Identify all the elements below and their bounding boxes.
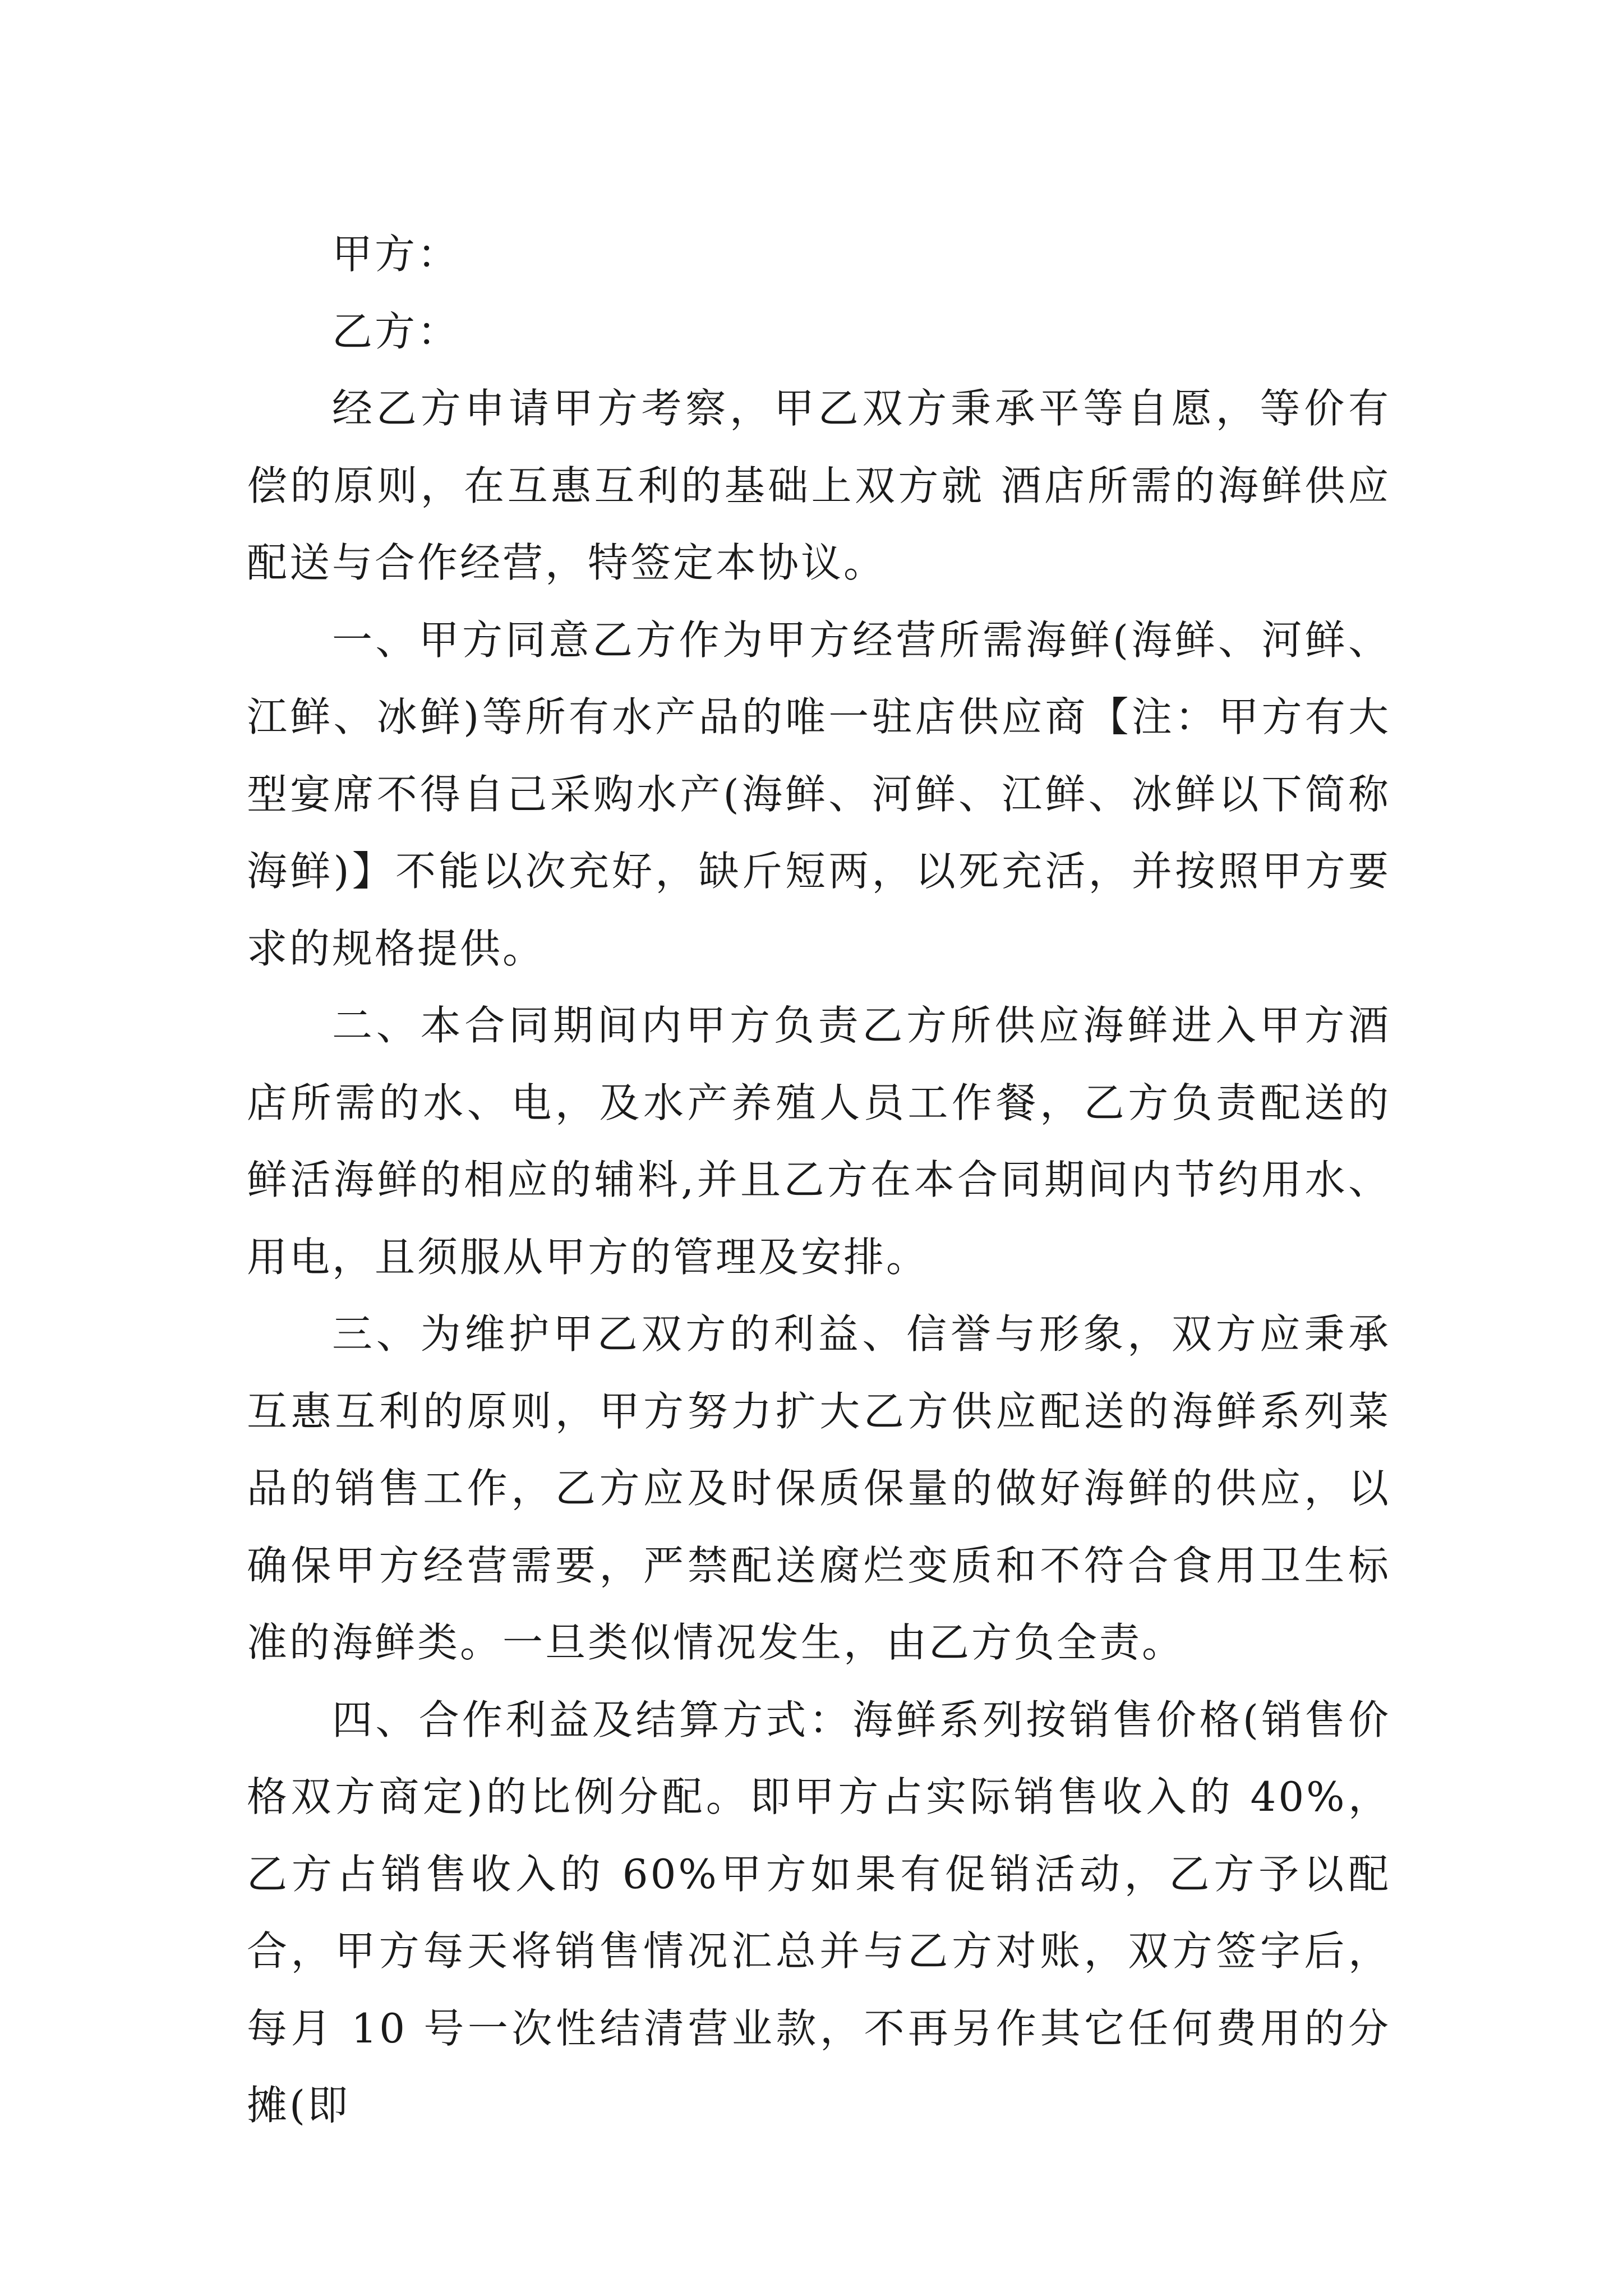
party-b-line: 乙方：	[332, 307, 460, 355]
clause-1-paragraph: 一、甲方同意乙方作为甲方经营所需海鲜(海鲜、河鲜、江鲜、冰鲜)等所有水产品的唯一驻店供应商【注：甲方有大型宴席不得自己采购水产(海鲜、河鲜、江鲜、冰鲜以下简称海鲜)】不能以次充好，缺斤短两，以死充活，并按照甲方要求的规格提供。	[247, 616, 1391, 972]
document-body	[247, 216, 1391, 2145]
clause-4-paragraph: 四、合作利益及结算方式：海鲜系列按销售价格(销售价格双方商定)的比例分配。即甲方占实际销售收入的 40%，乙方占销售收入的 60%甲方如果有促销活动，乙方予以配合，甲方每天将销售情况汇总并与乙方对账，双方签字后，每月 10 号一次性结清营业款，不再另作其它任何费用的分摊(即	[247, 1696, 1391, 2129]
clause-3-paragraph: 三、为维护甲乙双方的利益、信誉与形象，双方应秉承互惠互利的原则，甲方努力扩大乙方供应配送的海鲜系列菜品的销售工作，乙方应及时保质保量的做好海鲜的供应，以确保甲方经营需要，严禁配送腐烂变质和不符合食用卫生标准的海鲜类。一旦类似情况发生，由乙方负全责。	[247, 1310, 1391, 1666]
party-a-line: 甲方：	[332, 231, 460, 278]
intro-paragraph: 经乙方申请甲方考察，甲乙双方秉承平等自愿，等价有偿的原则，在互惠互利的基础上双方就 酒店所需的海鲜供应配送与合作经营，特签定本协议。	[247, 385, 1391, 586]
clause-2-paragraph: 二、本合同期间内甲方负责乙方所供应海鲜进入甲方酒店所需的水、电，及水产养殖人员工作餐，乙方负责配送的鲜活海鲜的相应的辅料,并且乙方在本合同期间内节约用水、用电，且须服从甲方的管理及安排。	[247, 1002, 1391, 1281]
